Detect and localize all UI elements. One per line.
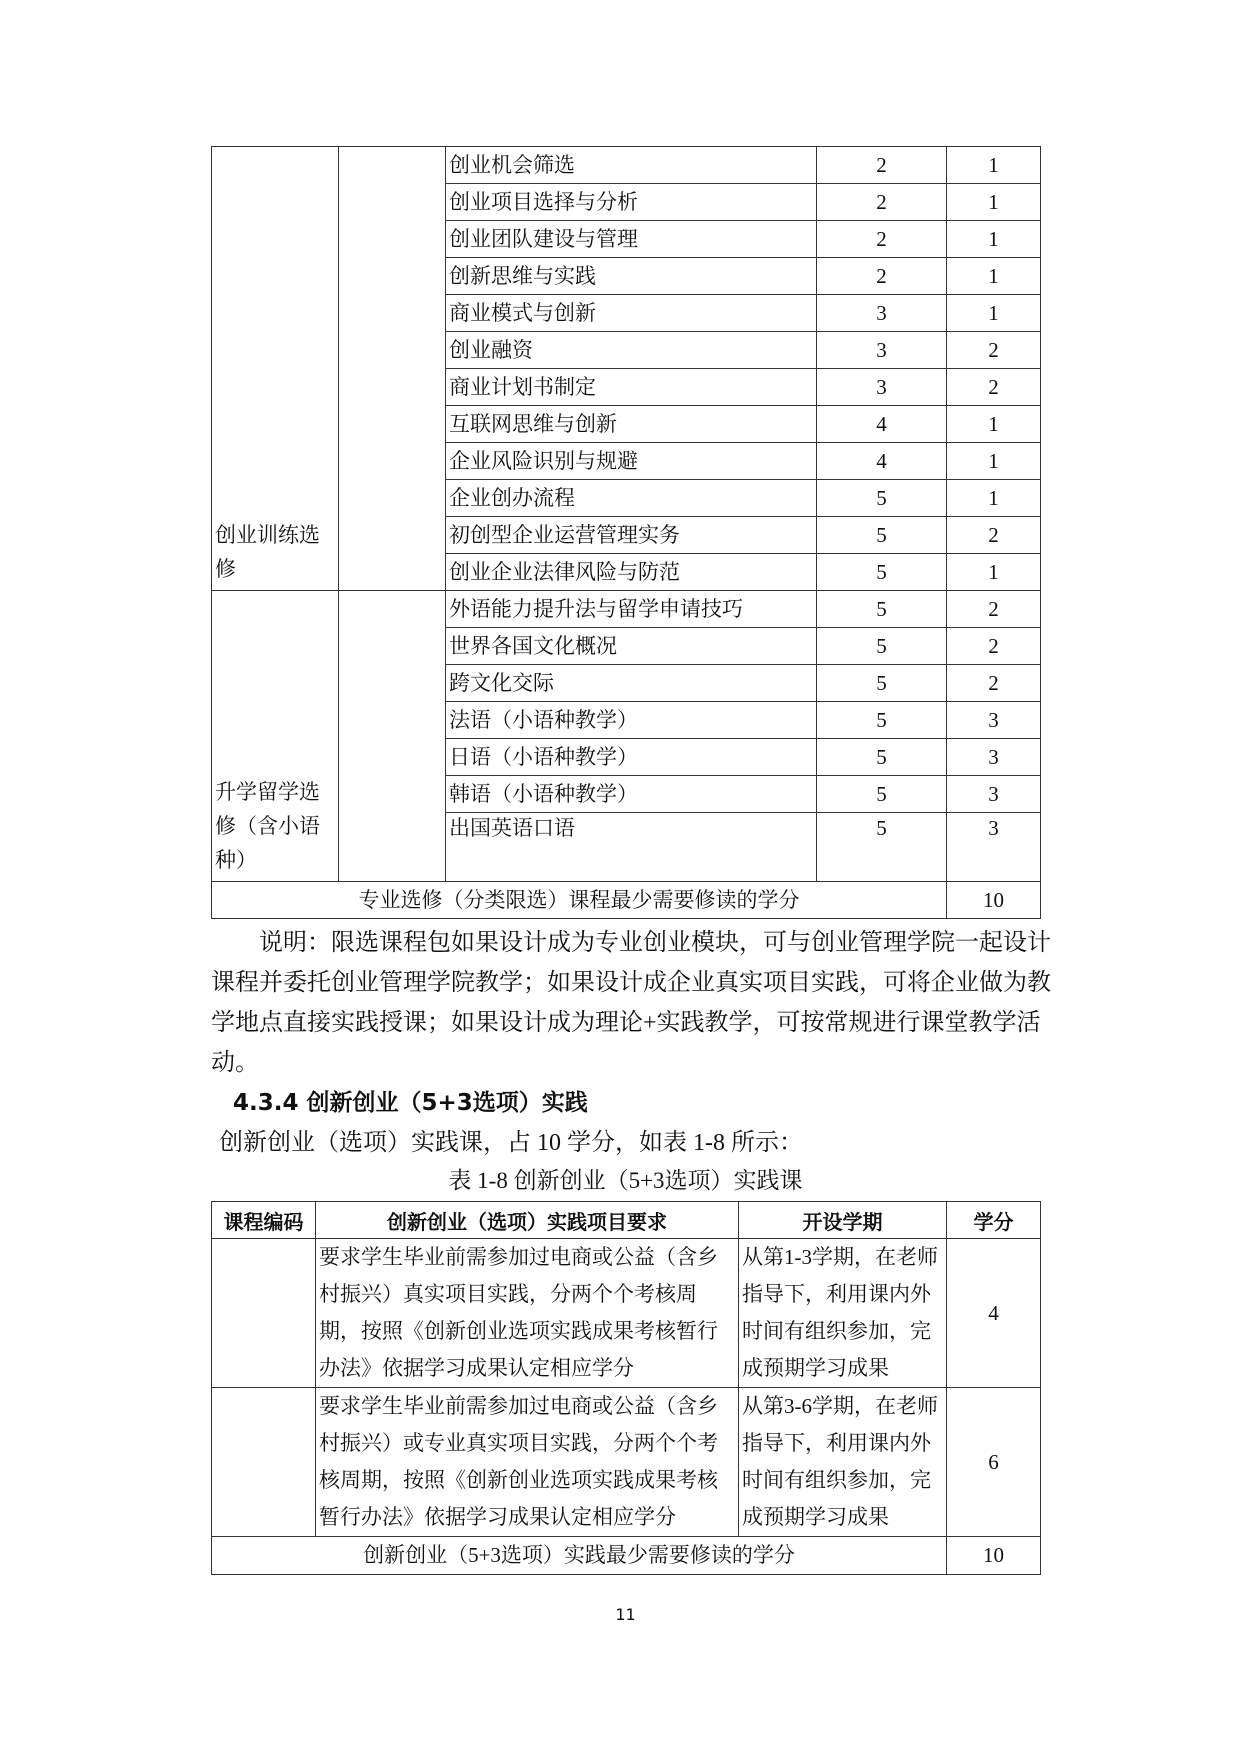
semester: 2 (817, 258, 947, 295)
header-term: 开设学期 (739, 1202, 947, 1239)
header-requirement: 创新创业（选项）实践项目要求 (316, 1202, 739, 1239)
requirement-cell: 要求学生毕业前需参加过电商或公益（含乡村振兴）真实项目实践，分两个个考核周期，按照《创新创业选项实践成果考核暂行办法》依据学习成果认定相应学分 (316, 1239, 739, 1388)
requirement-cell: 要求学生毕业前需参加过电商或公益（含乡村振兴）或专业真实项目实践，分两个个考核周期，按照《创新创业选项实践成果考核暂行办法》依据学习成果认定相应学分 (316, 1388, 739, 1537)
credit-cell: 6 (947, 1388, 1041, 1537)
semester: 4 (817, 406, 947, 443)
semester: 5 (817, 554, 947, 591)
page-number: 11 (615, 1605, 636, 1624)
course-name: 跨文化交际 (446, 665, 817, 702)
credits: 2 (947, 665, 1041, 702)
summary-row (212, 1537, 1041, 1575)
elective-course-table (211, 146, 1041, 919)
course-name: 韩语（小语种教学） (446, 776, 817, 813)
semester: 3 (817, 295, 947, 332)
credits: 1 (947, 258, 1041, 295)
table-caption: 表 1-8 创新创业（5+3选项）实践课 (448, 1168, 803, 1193)
semester: 5 (817, 776, 947, 813)
term-cell: 从第1-3学期，在老师指导下，利用课内外时间有组织参加，完成预期学习成果 (739, 1239, 947, 1388)
credits: 2 (947, 332, 1041, 369)
course-name: 创业项目选择与分析 (446, 184, 817, 221)
credits: 1 (947, 406, 1041, 443)
credits: 2 (947, 591, 1041, 628)
credits: 1 (947, 295, 1041, 332)
semester: 3 (817, 332, 947, 369)
table-row (212, 1388, 1041, 1537)
summary-value: 10 (947, 882, 1041, 919)
practice-table (211, 1201, 1041, 1575)
credit-cell: 4 (947, 1239, 1041, 1388)
summary-value: 10 (947, 1537, 1041, 1575)
intro-text: 创新创业（选项）实践课，占 10 学分，如表 1-8 所示： (219, 1130, 803, 1156)
page-content (211, 146, 1071, 1624)
credits: 3 (947, 702, 1041, 739)
credits: 1 (947, 184, 1041, 221)
term-cell: 从第3-6学期，在老师指导下，利用课内外时间有组织参加，完成预期学习成果 (739, 1388, 947, 1537)
credits: 2 (947, 369, 1041, 406)
course-name: 世界各国文化概况 (446, 628, 817, 665)
header-code: 课程编码 (212, 1202, 316, 1239)
course-name: 法语（小语种教学） (446, 702, 817, 739)
semester: 2 (817, 184, 947, 221)
course-name: 创业团队建设与管理 (446, 221, 817, 258)
course-name: 企业创办流程 (446, 480, 817, 517)
course-name: 创业企业法律风险与防范 (446, 554, 817, 591)
summary-label: 专业选修（分类限选）课程最少需要修读的学分 (212, 882, 947, 919)
course-name: 企业风险识别与规避 (446, 443, 817, 480)
course-name: 商业计划书制定 (446, 369, 817, 406)
semester: 2 (817, 147, 947, 184)
course-name: 互联网思维与创新 (446, 406, 817, 443)
credits: 2 (947, 517, 1041, 554)
semester: 5 (817, 702, 947, 739)
code-cell (212, 1388, 316, 1537)
credits: 1 (947, 480, 1041, 517)
course-name: 创业机会筛选 (446, 147, 817, 184)
table-row (212, 591, 1041, 628)
course-name: 初创型企业运营管理实务 (446, 517, 817, 554)
semester: 5 (817, 517, 947, 554)
credits: 1 (947, 554, 1041, 591)
credits: 1 (947, 221, 1041, 258)
summary-row (212, 882, 1041, 919)
table-row (212, 147, 1041, 184)
semester: 5 (817, 591, 947, 628)
semester: 5 (817, 480, 947, 517)
course-name: 出国英语口语 (446, 813, 817, 882)
empty-cell (339, 147, 446, 591)
semester: 5 (817, 665, 947, 702)
credits: 3 (947, 739, 1041, 776)
credits: 1 (947, 147, 1041, 184)
header-credit: 学分 (947, 1202, 1041, 1239)
credits: 1 (947, 443, 1041, 480)
table-row (212, 1239, 1041, 1388)
semester: 2 (817, 221, 947, 258)
credits: 3 (947, 813, 1041, 882)
credits: 2 (947, 628, 1041, 665)
section-heading: 4.3.4 创新创业（5+3选项）实践 (233, 1090, 588, 1116)
course-name: 日语（小语种教学） (446, 739, 817, 776)
course-name: 外语能力提升法与留学申请技巧 (446, 591, 817, 628)
credits: 3 (947, 776, 1041, 813)
group-label: 升学留学选修（含小语种） (212, 591, 339, 882)
group-label: 创业训练选修 (212, 147, 339, 591)
empty-cell (339, 591, 446, 882)
course-name: 创业融资 (446, 332, 817, 369)
code-cell (212, 1239, 316, 1388)
semester: 5 (817, 628, 947, 665)
summary-label: 创新创业（5+3选项）实践最少需要修读的学分 (212, 1537, 947, 1575)
semester: 5 (817, 739, 947, 776)
course-name: 商业模式与创新 (446, 295, 817, 332)
semester: 3 (817, 369, 947, 406)
course-name: 创新思维与实践 (446, 258, 817, 295)
semester: 5 (817, 813, 947, 882)
note-paragraph: 说明：限选课程包如果设计成为专业创业模块，可与创业管理学院一起设计课程并委托创业管理学院教学；如果设计成企业真实项目实践，可将企业做为教学地点直接实践授课；如果设计成为理论+实践教学，可按常规进行课堂教学活动。 (211, 930, 1051, 1076)
semester: 4 (817, 443, 947, 480)
